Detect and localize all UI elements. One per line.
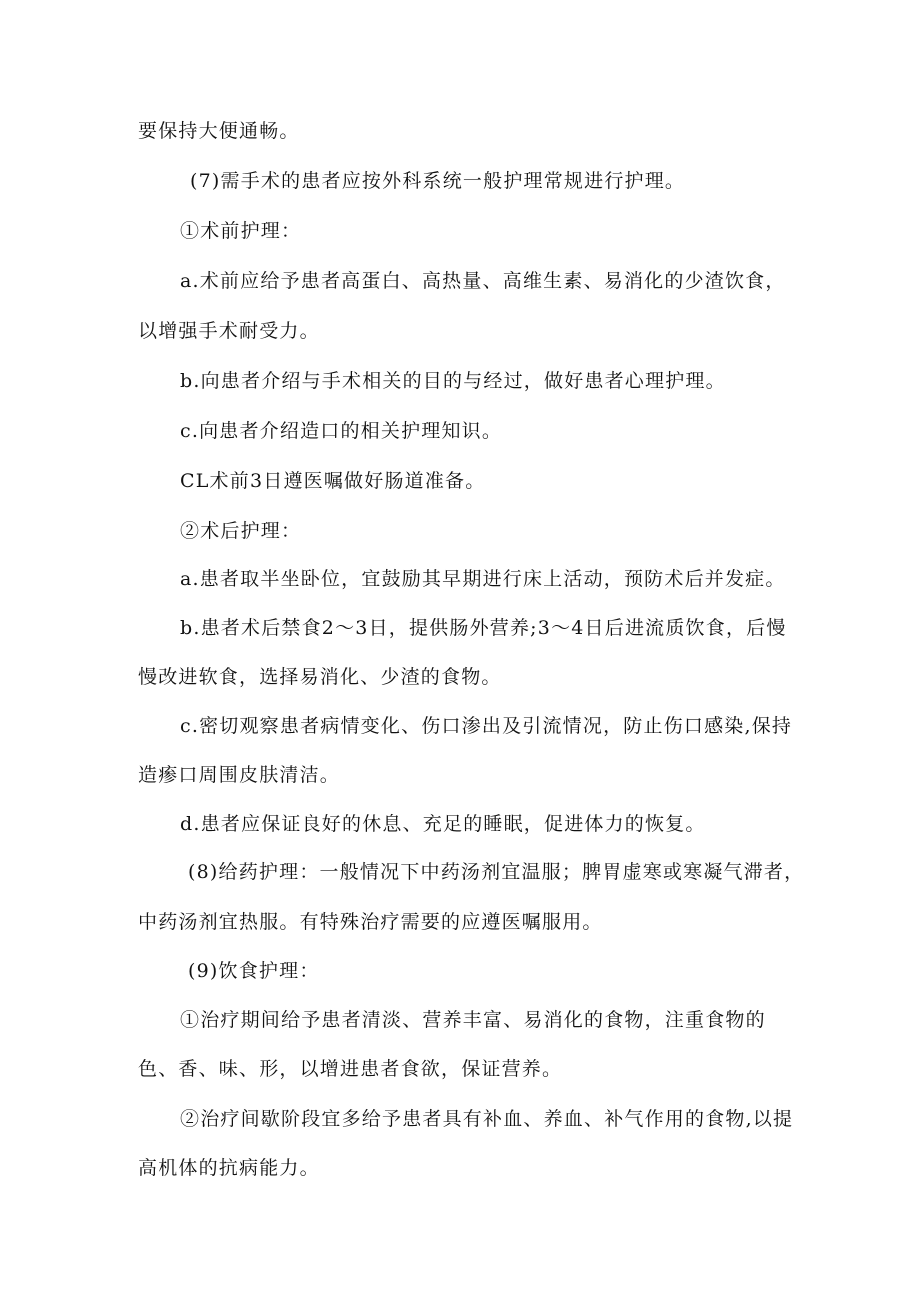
text-line: a.患者取半坐卧位，宜鼓励其早期进行床上活动，预防术后并发症。: [180, 568, 786, 590]
text-line: 以增强手术耐受力。: [138, 320, 320, 342]
text-line: c.向患者介绍造口的相关护理知识。: [180, 420, 503, 442]
text-line: c.密切观察患者病情变化、伤口渗出及引流情况，防止伤口感染,保持: [180, 715, 793, 737]
text-line: 中药汤剂宜热服。有特殊治疗需要的应遵医嘱服用。: [138, 911, 603, 933]
text-line: (7)需手术的患者应按外科系统一般护理常规进行护理。: [190, 170, 686, 192]
text-line: b.患者术后禁食2～3日，提供肠外营养;3～4日后进流质饮食，后慢: [180, 617, 787, 639]
text-line: ①术前护理：: [180, 220, 302, 242]
text-line: 色、香、味、形，以增进患者食欲，保证营养。: [138, 1058, 563, 1080]
text-line: ②治疗间歇阶段宜多给予患者具有补血、养血、补气作用的食物,以提: [180, 1108, 794, 1130]
text-line: 要保持大便通畅。: [138, 120, 300, 142]
text-line: ②术后护理：: [180, 520, 302, 542]
text-line: 高机体的抗病能力。: [138, 1157, 320, 1179]
text-line: 造瘆口周围皮肤清洁。: [138, 764, 341, 786]
text-line: CL术前3日遵医嘱做好肠道准备。: [180, 470, 486, 492]
text-line: ①治疗期间给予患者清淡、营养丰富、易消化的食物，注重食物的: [180, 1009, 766, 1031]
text-line: b.向患者介绍与手术相关的目的与经过，做好患者心理护理。: [180, 370, 726, 392]
text-line: (9)饮食护理：: [188, 960, 320, 982]
text-line: d.患者应保证良好的休息、充足的睡眠，促进体力的恢复。: [180, 813, 706, 835]
text-line: (8)给药护理：一般情况下中药汤剂宜温服；脾胃虚寒或寒凝气滞者，: [188, 861, 805, 883]
text-line: a.术前应给予患者高蛋白、高热量、高维生素、易消化的少渣饮食，: [180, 270, 786, 292]
text-line: 慢改进软食，选择易消化、少渣的食物。: [138, 666, 502, 688]
